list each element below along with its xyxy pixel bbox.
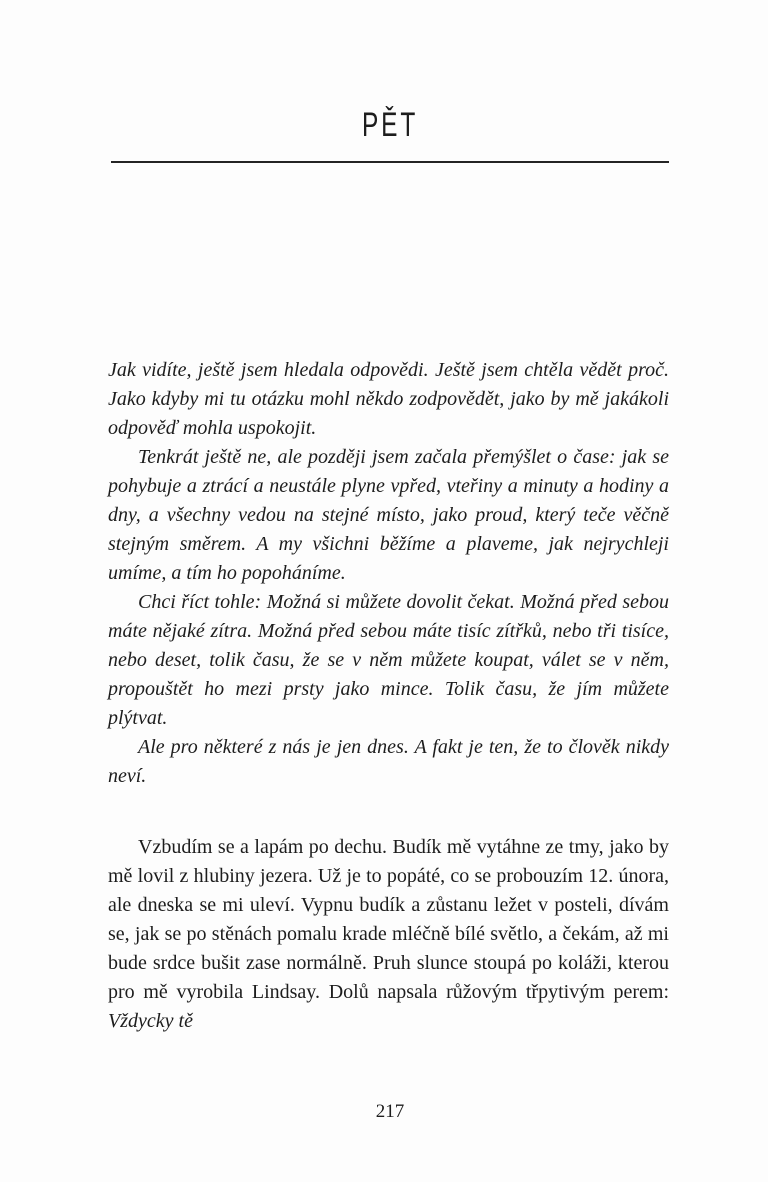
title-divider-rule (111, 161, 669, 163)
chapter-title-text: PĚT (361, 106, 419, 144)
chapter-title (110, 106, 670, 144)
paragraph-normal (108, 833, 669, 1036)
text-block (108, 356, 669, 1036)
paragraph-normal-text: Vzbudím se a lapám po dechu. Budík mě vytáhne ze tmy, jako by mě lovil z hlubiny jezera. Už je to popáté, co se probouzím 12. února, ale dneska se mi uleví. Vypnu budík a zůstanu ležet v posteli, dívám se, jak se po stěnách pomalu krade mléčně bílé světlo, a čekám, až mi bude srdce bušit zase normálně. Pruh slunce stoupá po koláži, kterou pro mě vyrobila Lindsay. Dolů napsala růžovým třpytivým perem: (108, 836, 669, 1003)
paragraph-italic-4: Ale pro některé z nás je jen dnes. A fakt je ten, že to člověk nikdy neví. (108, 736, 669, 787)
paragraph-italic-1: Jak vidíte, ještě jsem hledala odpovědi. Ještě jsem chtěla vědět proč. Jako kdyby mi tu otázku mohl někdo zodpovědět, jako by mě jakákoli odpověď mohla uspokojit. (108, 359, 669, 439)
paragraph-italic-2: Tenkrát ještě ne, ale později jsem začala přemýšlet o čase: jak se pohybuje a ztrácí a neustále plyne vpřed, vteřiny a minuty a hodiny a dny, a všechny vedou na stejné místo, jako proud, který teče věčně stejným směrem. A my všichni běžíme a plaveme, jak nejrychleji umíme, a tím ho popoháníme. (108, 446, 669, 584)
paragraph-normal-italic-suffix: Vždycky tě (108, 1010, 193, 1032)
page-number: 217 (375, 1101, 405, 1122)
paragraph-italic-3: Chci říct tohle: Možná si můžete dovolit čekat. Možná před sebou máte nějaké zítra. Možná před sebou máte tisíc zítřků, nebo tři tisíce, nebo deset, tolik času, že se v něm můžete koupat, válet se v něm, propouštět ho mezi prsty jako mince. Tolik času, že jím můžete plýtvat. (108, 591, 669, 729)
